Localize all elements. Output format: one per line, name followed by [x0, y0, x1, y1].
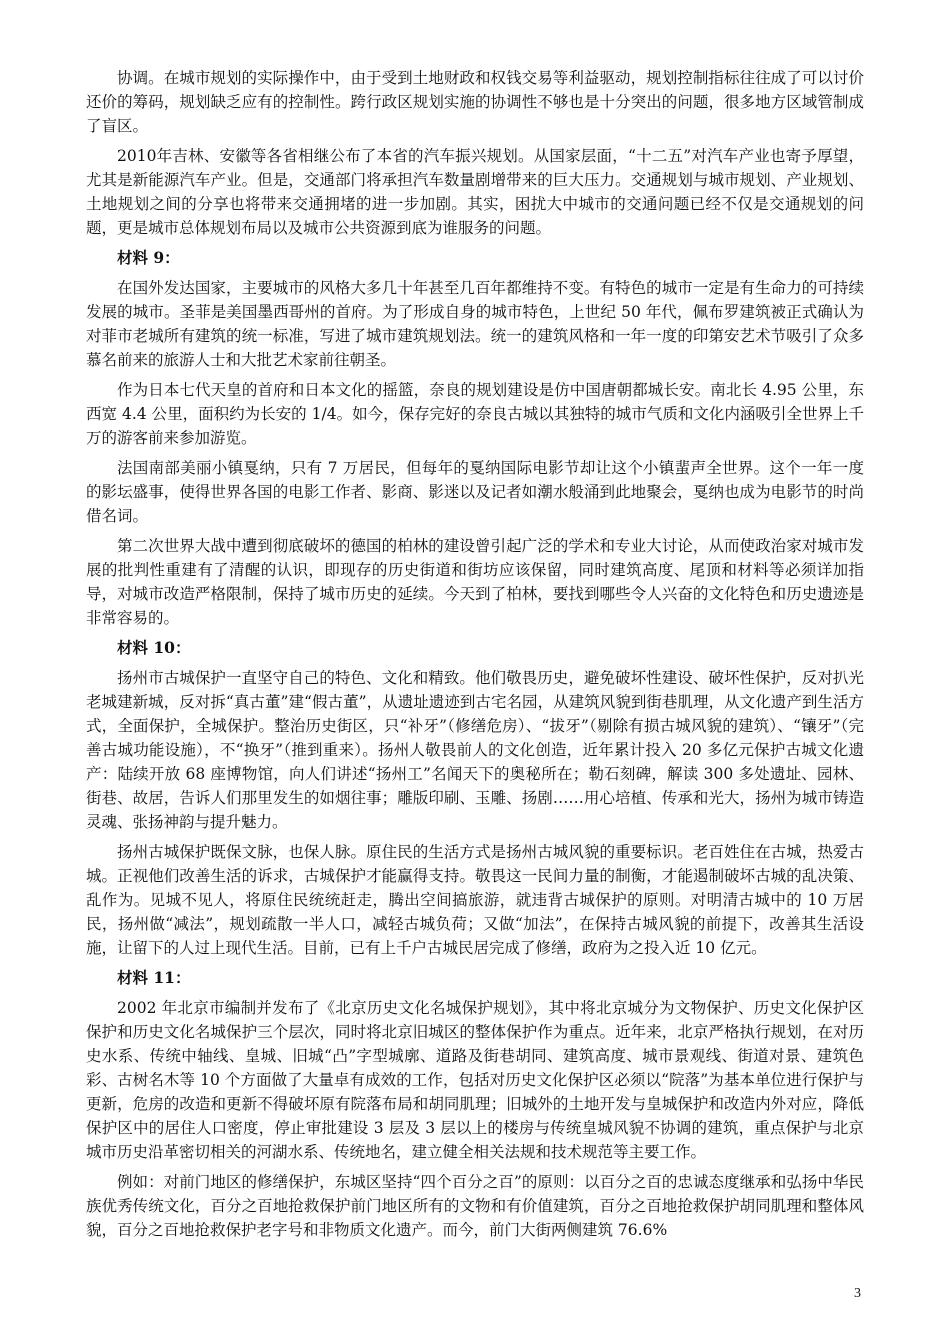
section-heading-material-11: 材料 11：: [117, 968, 191, 987]
section-heading-material-10: 材料 10：: [117, 638, 191, 657]
document-body: [86, 66, 864, 1248]
paragraph: 协调。在城市规划的实际操作中，由于受到土地财政和权钱交易等利益驱动，规划控制指标往往成了可以讨价还价的筹码，规划缺乏应有的控制性。跨行政区规划实施的协调性不够也是十分突出的问题，很多地方区域管制成了盲区。: [86, 69, 864, 135]
paragraph: 法国南部美丽小镇戛纳，只有 7 万居民，但每年的戛纳国际电影节却让这个小镇蜚声全世界。这个一年一度的影坛盛事，使得世界各国的电影工作者、影商、影迷以及记者如潮水般涌到此地聚会，戛纳也成为电影节的时尚借名词。: [86, 459, 864, 525]
paragraph: 作为日本七代天皇的首府和日本文化的摇篮，奈良的规划建设是仿中国唐朝都城长安。南北长 4.95 公里，东西宽 4.4 公里，面积约为长安的 1/4。如今，保存完好的奈良古城以其独特的城市气质和文化内涵吸引全世界上千万的游客前来参加游览。: [86, 381, 864, 447]
paragraph: 扬州古城保护既保文脉，也保人脉。原住民的生活方式是扬州古城风貌的重要标识。老百姓住在古城，热爱古城。正视他们改善生活的诉求，古城保护才能赢得支持。敬畏这一民间力量的制衡，才能遏制破坏古城的乱决策、乱作为。见城不见人，将原住民统统赶走，腾出空间搞旅游，就违背古城保护的原则。对明清古城中的 10 万居民，扬州做“减法”，规划疏散一半人口，减轻古城负荷；又做“加法”，在保持古城风貌的前提下，改善其生活设施，让留下的人过上现代生活。目前，已有上千户古城民居完成了修缮，政府为之投入近 10 亿元。: [86, 843, 864, 957]
paragraph: 扬州市古城保护一直坚守自己的特色、文化和精致。他们敬畏历史，避免破坏性建设、破坏性保护，反对扒光老城建新城，反对拆“真古董”建“假古董”，从遗址遗迹到古宅名园，从建筑风貌到街巷肌理，从文化遗产到生活方式，全面保护，全城保护。整治历史街区，只“补牙”（修缮危房）、“拔牙”（剔除有损古城风貌的建筑）、“镶牙”（完善古城功能设施），不“换牙”（推到重来）。扬州人敬畏前人的文化创造，近年累计投入 20 多亿元保护古城文化遗产：陆续开放 68 座博物馆，向人们讲述“扬州工”名闻天下的奥秘所在；勒石刻碑，解读 300 多处遗址、园林、街巷、故居，告诉人们那里发生的如烟往事；雕版印刷、玉雕、扬剧……用心培植、传承和光大，扬州为城市铸造灵魂、张扬神韵与提升魅力。: [86, 669, 864, 831]
paragraph: 第二次世界大战中遭到彻底破坏的德国的柏林的建设曾引起广泛的学术和专业大讨论，从而使政治家对城市发展的批判性重建有了清醒的认识，即现存的历史街道和街坊应该保留，同时建筑高度、尾顶和材料等必须详加指导，对城市改造严格限制，保持了城市历史的延续。今天到了柏林，要找到哪些令人兴奋的文化特色和历史遗迹是非常容易的。: [86, 537, 864, 627]
paragraph: 例如：对前门地区的修缮保护，东城区坚持“四个百分之百”的原则：以百分之百的忠诚态度继承和弘扬中华民族优秀传统文化，百分之百地抢救保护前门地区所有的文物和有价值建筑，百分之百地抢救保护胡同肌理和整体风貌，百分之百地抢救保护老字号和非物质文化遗产。而今，前门大街两侧建筑 76.6%: [86, 1173, 864, 1239]
section-heading-material-9: 材料 9：: [117, 248, 180, 267]
paragraph: 2010年吉林、安徽等各省相继公布了本省的汽车振兴规划。从国家层面，“十二五”对汽车产业也寄予厚望，尤其是新能源汽车产业。但是，交通部门将承担汽车数量剧增带来的巨大压力。交通规划与城市规划、产业规划、土地规划之间的分享也将带来交通拥堵的进一步加剧。其实，困扰大中城市的交通问题已经不仅是交通规划的问题，更是城市总体规划布局以及城市公共资源到底为谁服务的问题。: [86, 147, 864, 237]
paragraph: 在国外发达国家，主要城市的风格大多几十年甚至几百年都维持不变。有特色的城市一定是有生命力的可持续发展的城市。圣菲是美国墨西哥州的首府。为了形成自身的城市特色，上世纪 50 年代，佩布罗建筑被正式确认为对菲市老城所有建筑的统一标准，写进了城市建筑规划法。统一的建筑风格和一年一度的印第安艺术节吸引了众多慕名前来的旅游人士和大批艺术家前往朝圣。: [86, 279, 864, 369]
paragraph: 2002 年北京市编制并发布了《北京历史文化名城保护规划》，其中将北京城分为文物保护、历史文化保护区保护和历史文化名城保护三个层次，同时将北京旧城区的整体保护作为重点。近年来，北京严格执行规划，在对历史水系、传统中轴线、皇城、旧城“凸”字型城廓、道路及街巷胡同、建筑高度、城市景观线、街道对景、建筑色彩、古树名木等 10 个方面做了大量卓有成效的工作，包括对历史文化保护区必须以“院落”为基本单位进行保护与更新，危房的改造和更新不得破坏原有院落布局和胡同肌理；旧城外的土地开发与皇城保护和改造内外对应，降低保护区中的居住人口密度，停止审批建设 3 层及 3 层以上的楼房与传统皇城风貌不协调的建筑，重点保护与北京城市历史沿革密切相关的河湖水系、传统地名，建立健全相关法规和技术规范等主要工作。: [86, 999, 864, 1161]
page-number: 3: [854, 1286, 861, 1301]
